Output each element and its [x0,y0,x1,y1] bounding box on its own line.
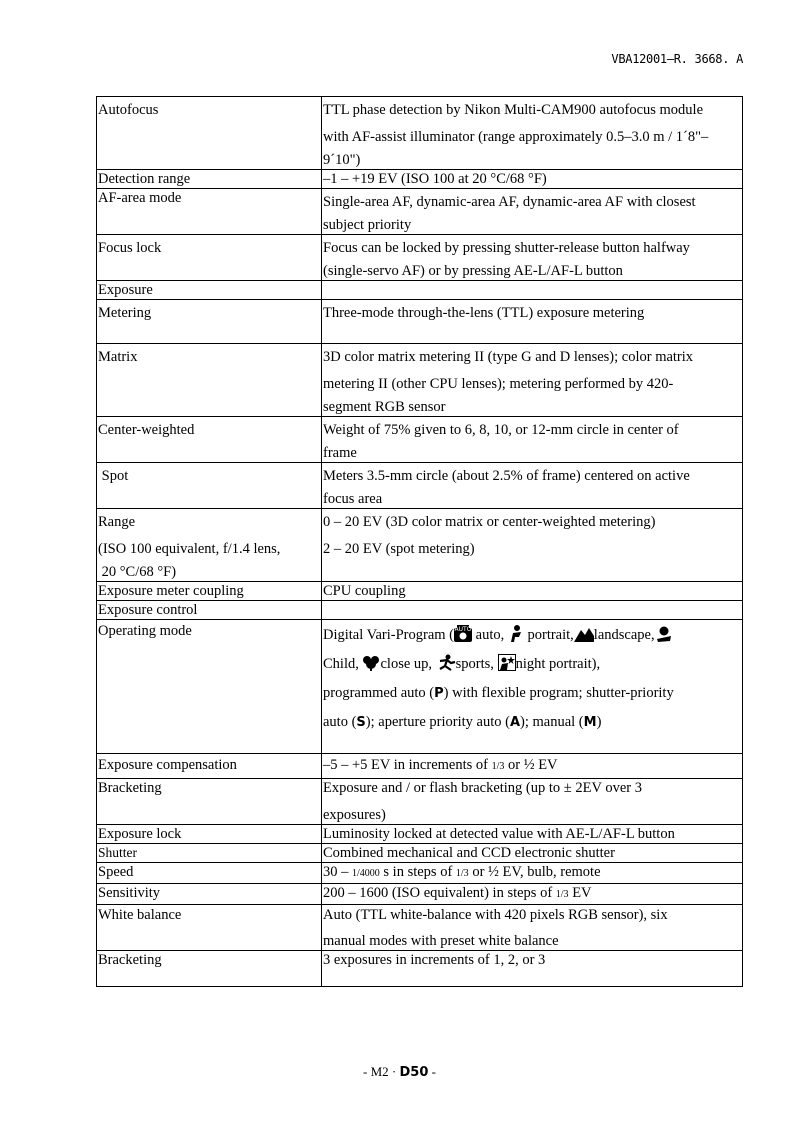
row-exposure-section [97,281,743,300]
opmode-line-3: programmed auto (P) with flexible program; shutter-priority [323,685,674,701]
value-focus-lock: Focus can be locked by pressing shutter-release button halfway (single-servo AF) or by pressing AE-L/AF-L button [322,235,743,281]
auto-mode-icon [454,625,472,642]
label-range: Range (ISO 100 equivalent, f/1.4 lens, 20 °C/68 °F) [97,509,322,582]
opmode-line-4: auto (S); aperture priority auto (A); manual (M) [323,714,602,730]
model-name: D50 [399,1065,429,1080]
label-speed: Speed [97,863,322,884]
page-footer: - M2 · D50 - [363,1064,436,1080]
label-shutter: Shutter [97,844,322,863]
opmode-line-2: Child, close up, sports, night portrait), [323,656,601,672]
sports-mode-icon [436,654,456,671]
section-exposure-control-empty [322,601,743,620]
row-center-weighted [97,417,743,463]
label-operating-mode: Operating mode [97,620,322,754]
row-exposure-meter-coupling [97,582,743,601]
label-focus-lock: Focus lock [97,235,322,281]
label-metering: Metering [97,300,322,344]
section-exposure: Exposure [97,281,322,300]
row-shutter [97,844,743,863]
label-white-balance: White balance [97,905,322,951]
label-exposure-meter-coupling: Exposure meter coupling [97,582,322,601]
row-exposure-compensation [97,754,743,779]
row-autofocus [97,97,743,170]
value-speed: 30 – 1/4000 s in steps of 1/3 or ½ EV, bulb, remote [322,863,743,884]
label-autofocus: Autofocus [97,97,322,170]
row-bracketing-wb [97,951,743,987]
value-matrix: 3D color matrix metering II (type G and D lenses); color matrix metering II (other CPU lenses); metering performed by 420- segment RGB sensor [322,344,743,417]
row-sensitivity [97,884,743,905]
row-speed [97,863,743,884]
value-exposure-compensation: –5 – +5 EV in increments of 1/3 or ½ EV [322,754,743,779]
row-detection-range [97,170,743,189]
row-operating-mode [97,620,743,754]
row-focus-lock [97,235,743,281]
row-matrix [97,344,743,417]
label-detection-range: Detection range [97,170,322,189]
label-exposure-compensation: Exposure compensation [97,754,322,779]
label-exposure-lock: Exposure lock [97,825,322,844]
night-portrait-mode-icon [498,654,516,671]
value-exposure-lock: Luminosity locked at detected value with AE-L/AF-L button [322,825,743,844]
label-bracketing: Bracketing [97,779,322,825]
value-spot: Meters 3.5-mm circle (about 2.5% of frame) centered on active focus area [322,463,743,509]
value-metering: Three-mode through-the-lens (TTL) exposure metering [322,300,743,344]
label-spot: Spot [97,463,322,509]
section-exposure-empty [322,281,743,300]
value-range: 0 – 20 EV (3D color matrix or center-weighted metering) 2 – 20 EV (spot metering) [322,509,743,582]
label-matrix: Matrix [97,344,322,417]
row-exposure-control-section [97,601,743,620]
label-af-area-mode: AF-area mode [97,189,322,235]
value-autofocus: TTL phase detection by Nikon Multi-CAM900 autofocus module with AF-assist illuminator (range approximately 0.5–3.0 m / 1´8"– 9´10") [322,97,743,170]
value-detection-range: –1 – +19 EV (ISO 100 at 20 °C/68 °F) [322,170,743,189]
landscape-mode-icon [574,625,594,642]
row-bracketing [97,779,743,825]
row-exposure-lock [97,825,743,844]
value-shutter: Combined mechanical and CCD electronic shutter [322,844,743,863]
row-spot [97,463,743,509]
portrait-mode-icon [508,625,524,642]
section-exposure-control: Exposure control [97,601,322,620]
row-af-area-mode [97,189,743,235]
label-center-weighted: Center-weighted [97,417,322,463]
label-bracketing-wb: Bracketing [97,951,322,987]
svg-text:AUTO: AUTO [454,626,472,634]
value-exposure-meter-coupling: CPU coupling [322,582,743,601]
value-bracketing-wb: 3 exposures in increments of 1, 2, or 3 [322,951,743,987]
row-range [97,509,743,582]
value-sensitivity: 200 – 1600 (ISO equivalent) in steps of 1/3 EV [322,884,743,905]
opmode-line-1: Digital Vari-Program ( AUTO auto, portrait, landscape, [323,621,741,650]
value-af-area-mode: Single-area AF, dynamic-area AF, dynamic-area AF with closest subject priority [322,189,743,235]
document-code: VBA12001–R. 3668. A [611,52,743,66]
value-bracketing: Exposure and / or flash bracketing (up to ± 2EV over 3 exposures) [322,779,743,825]
row-white-balance [97,905,743,951]
child-mode-icon [655,625,673,642]
row-metering [97,300,743,344]
value-operating-mode [322,620,743,754]
spec-table [96,96,743,987]
label-sensitivity: Sensitivity [97,884,322,905]
close-up-mode-icon [362,654,380,671]
value-center-weighted: Weight of 75% given to 6, 8, 10, or 12-mm circle in center of frame [322,417,743,463]
value-white-balance: Auto (TTL white-balance with 420 pixels RGB sensor), six manual modes with preset white balance [322,905,743,951]
